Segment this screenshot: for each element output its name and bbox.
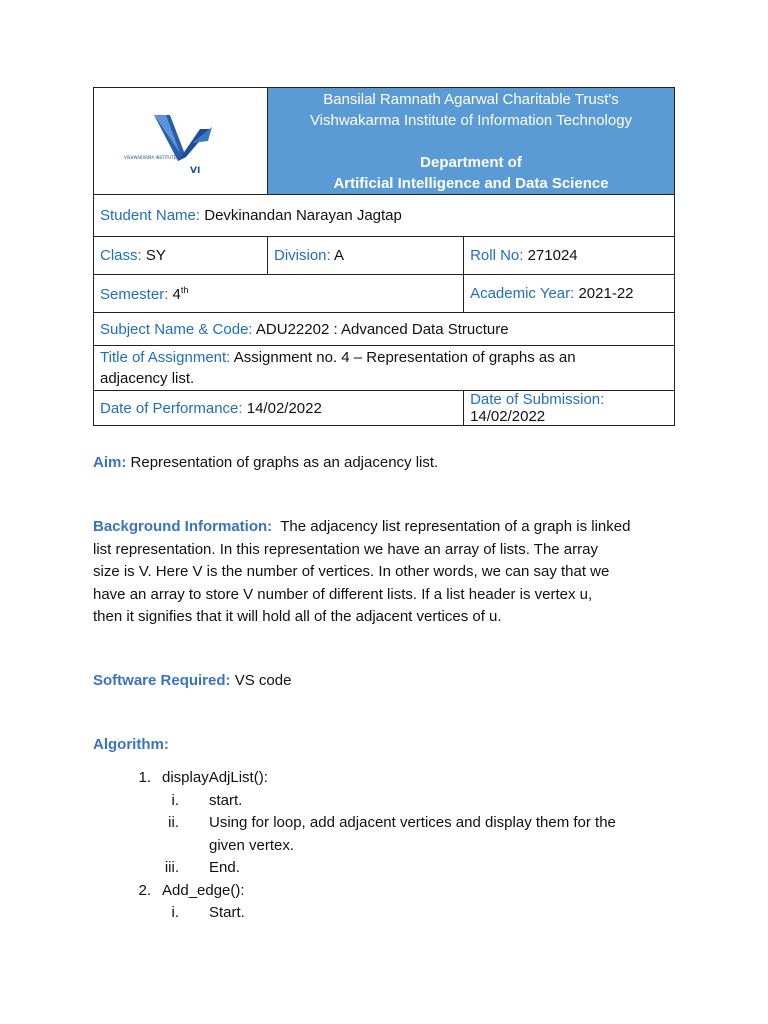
date-submission-value: 14/02/2022 — [470, 408, 546, 425]
roll-value: 271024 — [527, 247, 578, 264]
background-section — [93, 516, 677, 629]
class-value: SY — [145, 247, 166, 264]
background-line: list representation. In this representation we have an array of lists. The array — [93, 540, 598, 558]
logo-small-text: VISHWAKARMA INSTITUTES — [124, 154, 179, 160]
background-line: then it signifies that it will hold all of the adjacent vertices of u. — [93, 608, 502, 625]
software-section — [93, 670, 677, 693]
background-line: The adjacency list representation of a graph is linked — [280, 518, 631, 535]
academic-year-label: Academic Year: — [470, 285, 575, 302]
student-name-value: Devkinandan Narayan Jagtap — [204, 207, 402, 224]
date-performance-value: 14/02/2022 — [246, 399, 322, 417]
list-item: i. start. — [171, 791, 243, 809]
list-item: given vertex. — [209, 836, 295, 854]
date-performance-label: Date of Performance: — [100, 399, 243, 417]
subject-row — [94, 313, 675, 346]
department-line-2: Artificial Intelligence and Data Science — [333, 174, 609, 192]
aim-section — [93, 452, 677, 475]
student-name-label: Student Name: — [100, 207, 201, 224]
title-label: Title of Assignment: — [100, 349, 231, 366]
software-value: VS code — [234, 672, 292, 689]
roll-label: Roll No: — [470, 247, 524, 264]
background-line: size is V. Here V is the number of vertices. In other words, we can say that we — [93, 563, 610, 580]
list-item: i. Start. — [171, 904, 245, 921]
assignment-header-table — [93, 87, 675, 426]
date-submission-cell — [464, 391, 675, 426]
title-value: Assignment no. 4 – Representation of graphs as an — [233, 349, 576, 366]
software-label: Software Required: — [93, 672, 231, 689]
semester-sup: th — [180, 284, 189, 295]
list-item: ii. Using for loop, add adjacent vertices and display them for the — [168, 814, 616, 831]
algorithm-heading — [93, 734, 677, 757]
subject-value: ADU22202 : Advanced Data Structure — [255, 320, 509, 338]
title-row — [94, 346, 675, 391]
institute-name: Vishwakarma Institute of Information Technology — [309, 111, 633, 129]
semester-label: Semester: — [100, 285, 169, 303]
logo-vi-text: VI — [190, 165, 201, 176]
list-item: 2. Add_edge(): — [138, 881, 245, 899]
algorithm-list — [93, 767, 677, 925]
class-label: Class: — [100, 247, 142, 264]
academic-year-cell — [464, 275, 675, 313]
date-submission-label: Date of Submission: — [470, 391, 605, 408]
division-cell — [268, 237, 464, 275]
trust-name: Bansilal Ramnath Agarwal Charitable Trust's — [323, 90, 619, 108]
semester-value: 4 — [172, 285, 181, 303]
list-item: iii. End. — [164, 859, 240, 876]
list-item: 1. displayAdjList(): — [138, 769, 268, 786]
logo-cell — [94, 88, 268, 195]
roll-cell — [464, 237, 675, 275]
title-value-cont: adjacency list. — [100, 370, 195, 387]
department-line-1: Department of — [420, 153, 522, 171]
algorithm-label: Algorithm: — [93, 736, 169, 753]
subject-label: Subject Name & Code: — [100, 320, 253, 338]
institute-logo-icon — [94, 89, 266, 194]
class-cell — [94, 237, 268, 275]
student-name-row — [94, 195, 675, 237]
division-value: A — [334, 247, 345, 264]
background-label: Background Information: — [93, 518, 273, 535]
institute-header — [268, 88, 675, 195]
aim-text: Representation of graphs as an adjacency list. — [130, 454, 439, 471]
division-label: Division: — [274, 247, 331, 264]
date-performance-cell — [94, 391, 464, 426]
semester-cell — [94, 275, 464, 313]
academic-year-value: 2021-22 — [578, 285, 634, 302]
aim-label: Aim: — [93, 454, 127, 471]
background-line: have an array to store V number of different lists. If a list header is vertex u, — [93, 585, 593, 603]
